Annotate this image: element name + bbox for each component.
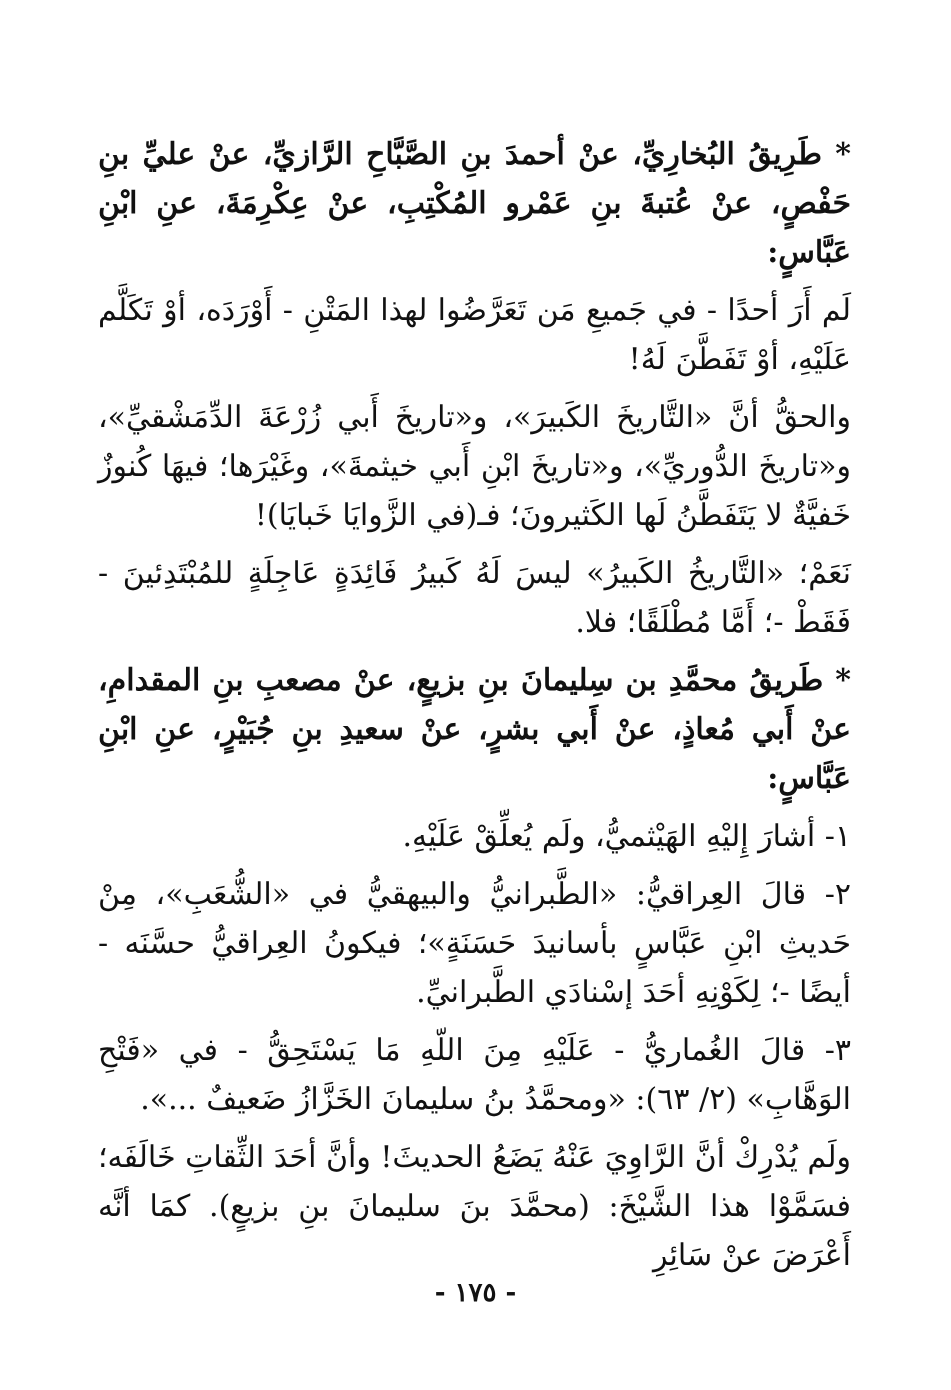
- paragraph-tarikh-kabir: نَعَمْ؛ «التَّاريخُ الكَبيرُ» ليسَ لَهُ كَبيرُ فَائِدَةٍ عَاجِلَةٍ للمُبْتَدِئينَ - فَقَطْ -؛ أَمَّا مُطْلَقًا؛ فلا.: [98, 556, 851, 640]
- section-heading-muhammad-chain: * طَريقُ محمَّدِ بن سِليمانَ بنِ بزيعٍ، عنْ مصعبِ بنِ المقدامِ، عنْ أَبي مُعاذٍ، عنْ أَبي بشرٍ، عنْ سعيدِ بنِ جُبَيْرٍ، عنِ ابْنِ عَبَّاسٍ:: [98, 663, 851, 796]
- list-item-1-haythami: ١- أشارَ إِليْهِ الهَيْثميُّ، ولَم يُعلِّقْ عَلَيْهِ.: [402, 819, 851, 854]
- list-item-2-iraqi: ٢- قالَ العِراقيُّ: «الطَّبرانيُّ والبيهقيُّ في «الشُّعَبِ»، مِنْ حَديثِ ابْنِ عَبَّاسٍ بأسانيدَ حَسَنَةٍ»؛ فيكونُ العِراقيُّ حسَّنَه - أيضًا -؛ لِكَوْنِهِ أحَدَ إسْنادَي الطَّبرانيِّ.: [98, 877, 851, 1010]
- paragraph-histories: والحقُّ أنَّ «التَّاريخَ الكَبيرَ»، و«تاريخَ أَبي زُرْعَةَ الدِّمَشْقيِّ»، و«تاريخَ الدُّوريِّ»، و«تاريخَ ابْنِ أَبي خيثمةَ»، وغَيْرَها؛ فيهَا كُنوزٌ خَفيَّةٌ لا يَتَفَطَّنُ لَها الكَثيرونَ؛ فـ(في الزَّوايَا خَبايَا)!: [98, 400, 851, 533]
- paragraph-did-not-realize: ولَم يُدْرِكْ أنَّ الرَّاوِيَ عَنْهُ يَضَعُ الحديثَ! وأنَّ أحَدَ الثِّقاتِ خَالَفَه؛ فسَمَّوْا هذا الشَّيْخَ: (محمَّدَ بنَ سليمانَ بنِ بزيعٍ). كمَا أنَّه أَعْرَضَ عنْ سَائِرِ: [98, 1140, 851, 1273]
- page-body: [98, 130, 851, 1289]
- page-number: - ١٧٥ -: [434, 1278, 517, 1308]
- list-item-3-ghumari: ٣- قالَ الغُماريُّ - عَلَيْهِ مِنَ اللّهِ مَا يَسْتَحِقُّ - في «فَتْحِ الوَهَّابِ» (٢/ ٦٣): «ومحمَّدُ بنُ سليمانَ الخَزَّازُ ضَعيفٌ ...».: [98, 1033, 851, 1117]
- paragraph-not-seen: لَم أَرَ أحدًا - في جَميعِ مَن تَعَرَّضُوا لهذا المَتْنِ - أَوْرَدَه، أوْ تَكَلَّم عَلَيْهِ، أوْ تَفَطَّنَ لَهُ!: [98, 293, 851, 377]
- section-heading-bukhari-chain: * طَرِيقُ البُخارِيِّ، عنْ أحمدَ بنِ الصَّبَّاحِ الرَّازيِّ، عنْ عليِّ بنِ حَفْصٍ، عنْ عُتبةَ بنِ عَمْرو المُكْتِبِ، عنْ عِكْرِمَةَ، عنِ ابْنِ عَبَّاسٍ:: [98, 137, 851, 270]
